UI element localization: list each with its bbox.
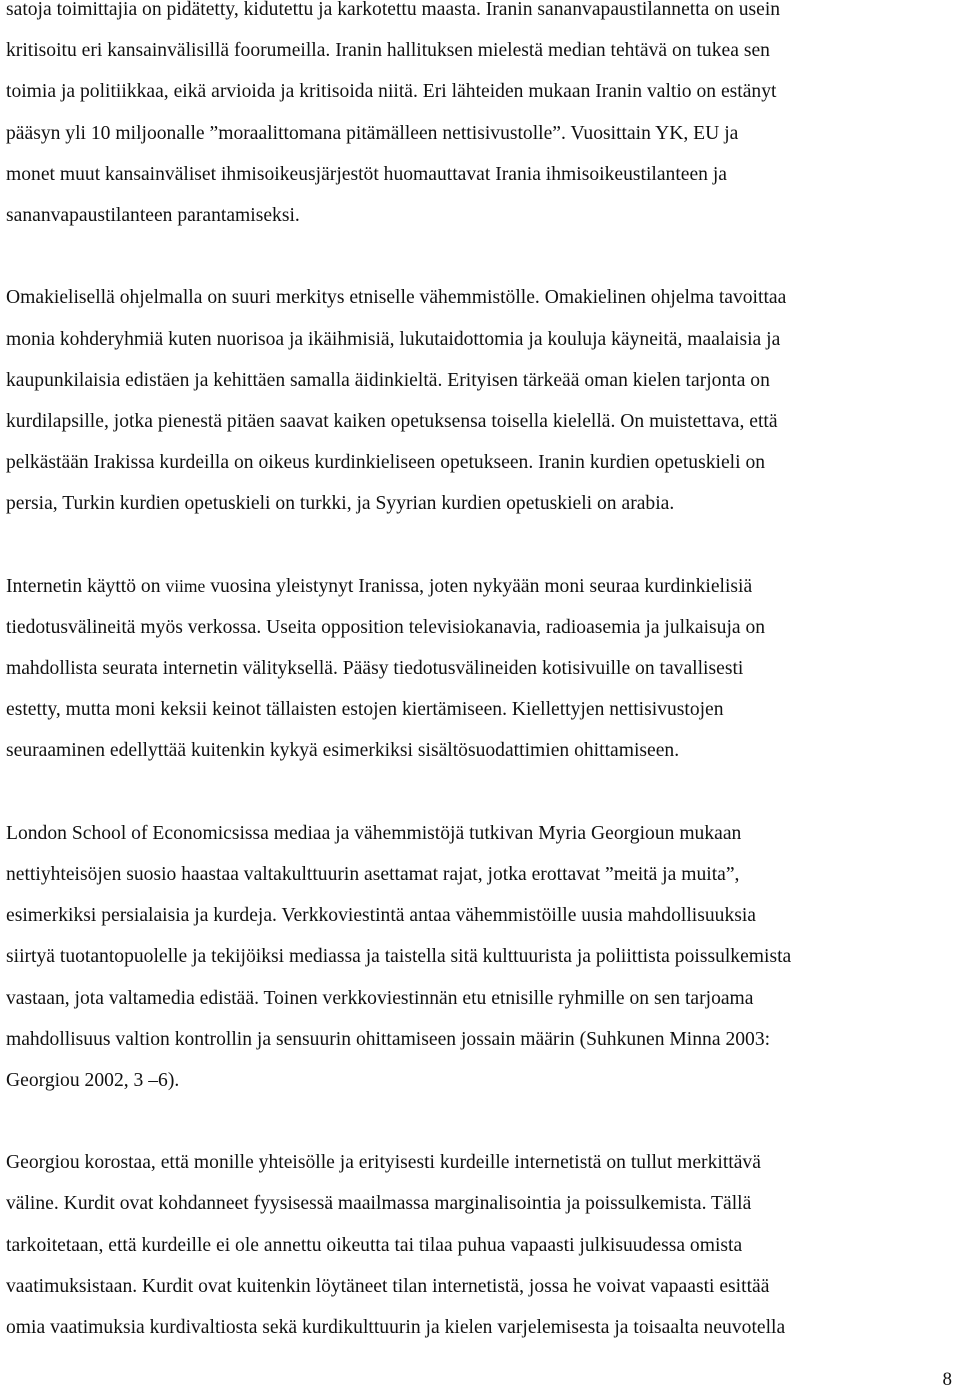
text-line	[6, 566, 956, 607]
text-line: kurdilapsille, jotka pienestä pitäen saavat kaiken opetuksensa toisella kielellä. On muistettava, että	[6, 410, 778, 432]
text-line: väline. Kurdit ovat kohdanneet fyysisessä maailmassa marginalisointia ja poissulkemista. Tällä	[6, 1193, 752, 1215]
text-line: siirtyä tuotantopuolelle ja tekijöiksi mediassa ja taistella sitä kulttuurista ja poliittista poissulkemista	[6, 946, 792, 968]
text-line: persia, Turkin kurdien opetuskieli on turkki, ja Syyrian kurdien opetuskieli on arabia.	[6, 493, 675, 515]
text-run: vuosina yleistynyt Iranissa, joten nykyään moni seuraa kurdinkielisiä	[205, 575, 753, 597]
text-run: Internetin käyttö on	[6, 575, 166, 597]
text-line: nettiyhteisöjen suosio haastaa valtakulttuurin asettamat rajat, jotka erottavat ”meitä ja muita”,	[6, 863, 740, 885]
text-line: mahdollista seurata internetin välityksellä. Pääsy tiedotusvälineiden kotisivuille on tavallisesti	[6, 658, 744, 679]
text-line: vastaan, jota valtamedia edistää. Toinen verkkoviestinnän etu etnisille ryhmille on sen tarjoama	[6, 987, 754, 1009]
text-line: toimia ja politiikkaa, eikä arvioida ja kritisoida niitä. Eri lähteiden mukaan Iranin valtio on estänyt	[6, 81, 777, 103]
text-line: kritisoitu eri kansainvälisillä foorumeilla. Iranin hallituksen mielestä median tehtävä on tukea sen	[6, 40, 770, 62]
page-number: 8	[942, 1369, 952, 1390]
text-run-small: viime	[165, 575, 206, 596]
document-page	[6, 0, 956, 1348]
text-line: vaatimuksistaan. Kurdit ovat kuitenkin löytäneet tilan internetistä, jossa he voivat vapaasti esittää	[6, 1275, 770, 1297]
text-line: omia vaatimuksia kurdivaltiosta sekä kurdikulttuurin ja kielen varjelemisesta ja toisaalta neuvotella	[6, 1317, 786, 1338]
text-line: Georgiou korostaa, että monille yhteisölle ja erityisesti kurdeille internetistä on tullut merkittävä	[6, 1152, 761, 1174]
text-line: sananvapaustilanteen parantamiseksi.	[6, 204, 300, 226]
paragraph-gap	[6, 1101, 956, 1142]
paragraph-gap	[6, 236, 956, 277]
text-line: tarkoitetaan, että kurdeille ei ole annettu oikeutta tai tilaa puhua vapaasti julkisuudessa omista	[6, 1234, 743, 1256]
text-line: pääsyn yli 10 miljoonalle ”moraalittomana pitämälleen nettisivustolle”. Vuosittain YK, EU ja	[6, 122, 739, 144]
text-line: Georgiou 2002, 3 –6).	[6, 1069, 180, 1091]
paragraph-4	[6, 813, 956, 1101]
text-line: esimerkiksi persialaisia ja kurdeja. Verkkoviestintä antaa vähemmistöille uusia mahdollisuuksia	[6, 905, 757, 927]
text-line: tiedotusvälineitä myös verkossa. Useita opposition televisiokanavia, radioasemia ja julkaisuja on	[6, 616, 766, 638]
text-line: kaupunkilaisia edistäen ja kehittäen samalla äidinkieltä. Erityisen tärkeää oman kielen tarjonta on	[6, 369, 770, 391]
text-line: monet muut kansainväliset ihmisoikeusjärjestöt huomauttavat Irania ihmisoikeustilanteen ja	[6, 163, 727, 185]
text-line: monia kohderyhmiä kuten nuorisoa ja ikäihmisiä, lukutaidottomia ja kouluja käyneitä, maalaisia ja	[6, 328, 781, 350]
paragraph-3	[6, 566, 956, 772]
text-line: London School of Economicsissa mediaa ja vähemmistöjä tutkivan Myria Georgioun mukaan	[6, 822, 742, 844]
text-line: mahdollisuus valtion kontrollin ja sensuurin ohittamiseen jossain määrin (Suhkunen Minna 2003:	[6, 1028, 771, 1050]
paragraph-1	[6, 0, 956, 236]
text-line: Omakielisellä ohjelmalla on suuri merkitys etniselle vähemmistölle. Omakielinen ohjelma tavoittaa	[6, 287, 787, 309]
paragraph-2	[6, 277, 956, 524]
text-line: pelkästään Irakissa kurdeilla on oikeus kurdinkieliseen opetukseen. Iranin kurdien opetuskieli on	[6, 452, 766, 474]
text-line: seuraaminen edellyttää kuitenkin kykyä esimerkiksi sisältösuodattimien ohittamiseen.	[6, 740, 680, 762]
paragraph-5	[6, 1142, 956, 1348]
paragraph-gap	[6, 772, 956, 813]
text-line: satoja toimittajia on pidätetty, kidutettu ja karkotettu maasta. Iranin sananvapaustilannetta on usein	[6, 0, 781, 20]
paragraph-gap	[6, 524, 956, 565]
text-line: estetty, mutta moni keksii keinot tällaisten estojen kiertämiseen. Kiellettyjen nettisivustojen	[6, 699, 724, 721]
